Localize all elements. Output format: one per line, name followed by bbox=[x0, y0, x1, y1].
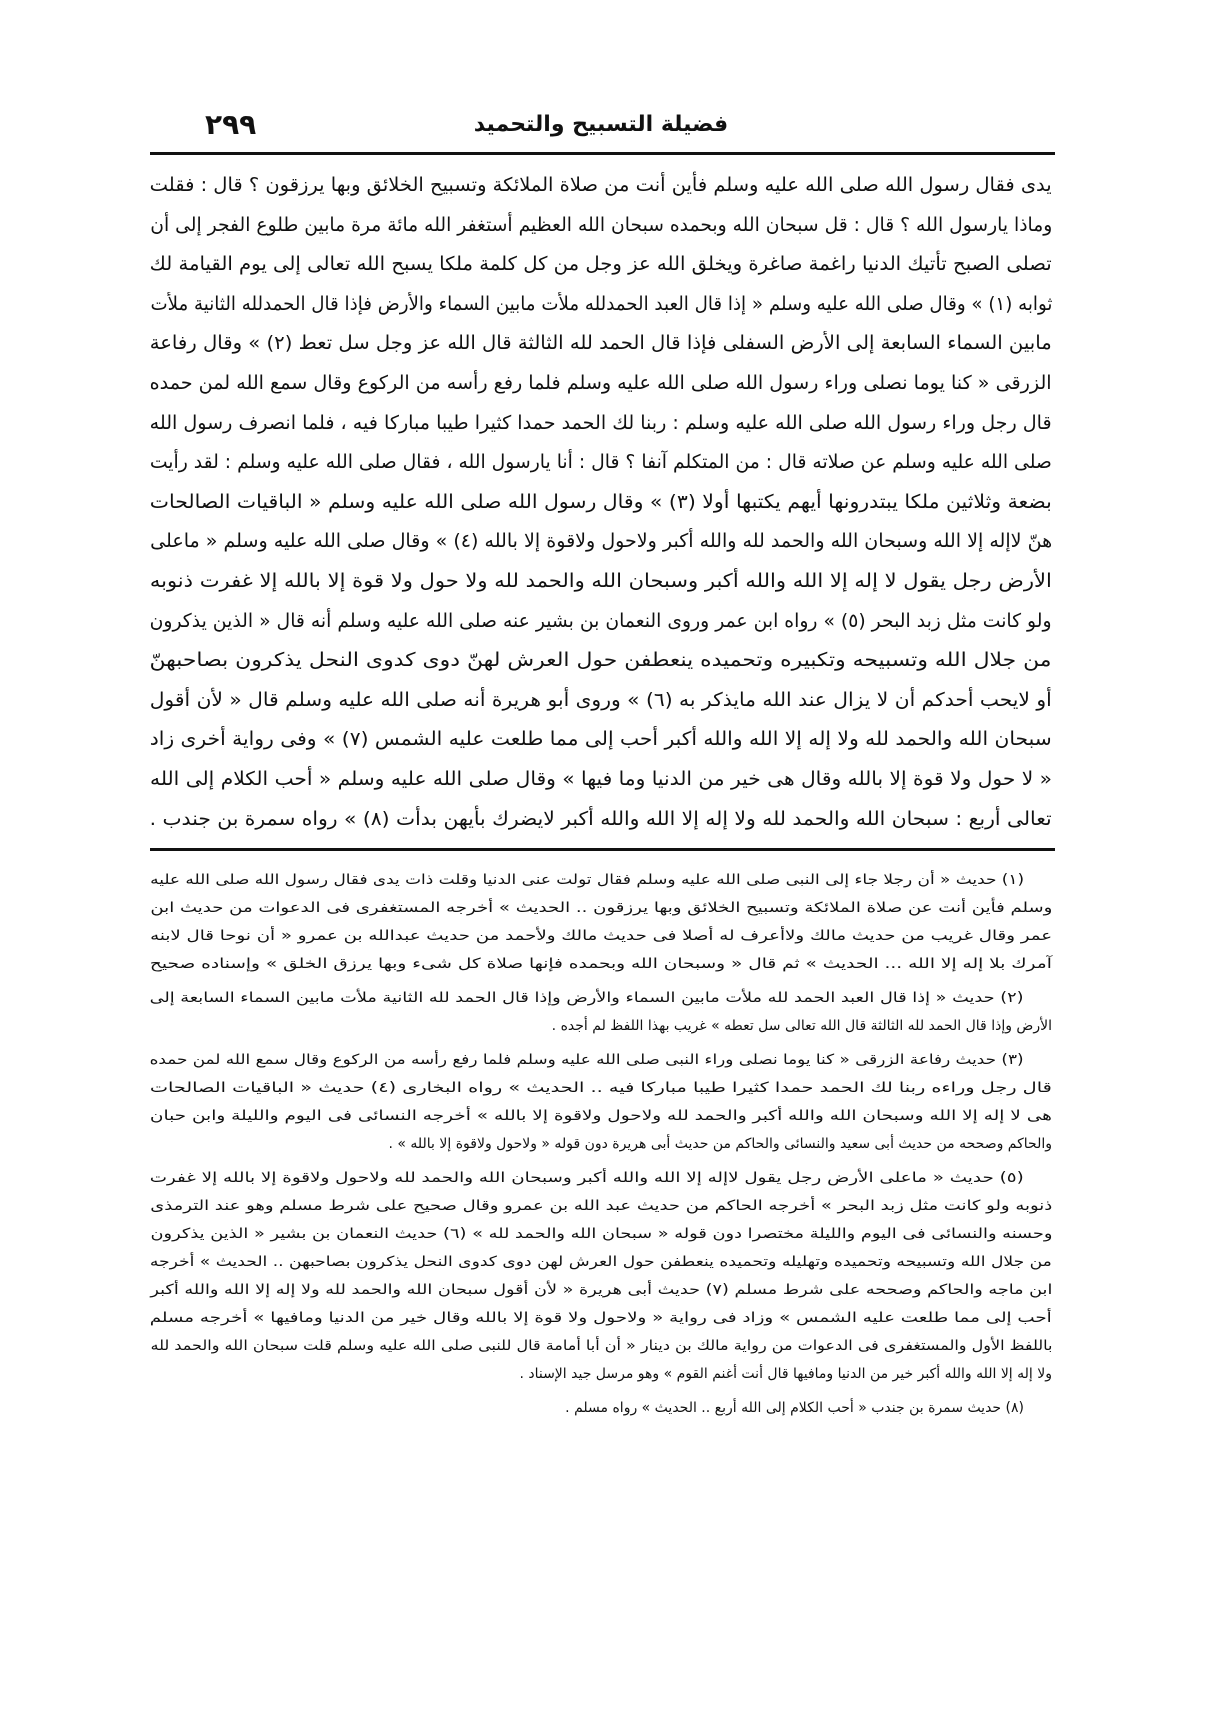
footnotes bbox=[150, 866, 1052, 1422]
footnote-line bbox=[150, 1332, 1052, 1360]
main-text-line bbox=[150, 800, 1052, 840]
main-text-line bbox=[150, 681, 1052, 721]
footnote-line-text: (٥) حديث « ماعلى الأرض رجل يقول لاإله إلا الله والله أكبر وسبحان الله والحمد لله ولاحول ولاقوة إلا بالله إلا غفرت bbox=[149, 1170, 1024, 1186]
main-text-line bbox=[150, 364, 1052, 404]
page-number: ٢٩٩ bbox=[205, 108, 257, 141]
footnote-line-text: (٣) حديث رفاعة الزرقى « كنا يوما نصلى وراء النبى صلى الله عليه وسلم فلما رفع رأسه من الركوع وقال سمع الله لمن حمده bbox=[149, 1052, 1024, 1068]
main-text-line-text: ثوابه (١) » وقال صلى الله عليه وسلم « إذا قال العبد الحمدلله ملأت مابين السماء والأرض فإذا قال الحمدلله الثانية ملأت bbox=[149, 292, 1052, 315]
main-text bbox=[150, 166, 1052, 839]
footnote-line bbox=[150, 1046, 1052, 1074]
footnote-line bbox=[150, 950, 1052, 978]
footnote-line-text: والحاكم وصححه من حديث أبى سعيد والنسائى والحاكم من حديث أبى هريرة دون قوله « ولاحول ولاقوة إلا بالله » . bbox=[388, 1136, 1052, 1152]
main-text-line bbox=[150, 483, 1052, 523]
main-text-line-text: سبحان الله والحمد لله ولا إله إلا الله والله أكبر أحب إلى مما طلعت عليه الشمس (٧) » وفى رواية أخرى زاد bbox=[150, 728, 1052, 751]
footnote-line-text: من جلال الله وتسبيحه وتحميده وتهليله وتحميده ينعطفن حول العرش لهن دوى كدوى النحل يذكرون بصاحبهن .. الحديث » أخرجه bbox=[149, 1254, 1052, 1270]
footnote-line-text: باللفظ الأول والمستغفرى فى الدعوات من رواية مالك بن دينار « أن أبا أمامة قال للنبى صلى الله عليه وسلم قلت سبحان الله والحمد لله bbox=[150, 1338, 1052, 1354]
main-text-line bbox=[150, 562, 1052, 602]
main-text-line-text: الزرقى « كنا يوما نصلى وراء رسول الله صلى الله عليه وسلم فلما رفع رأسه من الركوع وقال سمع الله لمن حمده bbox=[150, 371, 1052, 394]
footnote-line bbox=[150, 894, 1052, 922]
footnote-line-text: عمر وقال غريب من حديث مالك ولاأعرف له أصلا فى حديث مالك ولأحمد من حديث عبدالله بن عمرو « أن نوحا قال لابنه bbox=[149, 928, 1052, 944]
main-text-line-text: الأرض رجل يقول لا إله إلا الله والله أكبر وسبحان الله والحمد لله ولا حول ولا قوة إلا بالله إلا غفرت ذنوبه bbox=[150, 569, 1052, 592]
footnote-line-text: أحب إلى مما طلعت عليه الشمس » وزاد فى رواية « ولاحول ولا قوة إلا بالله وقال خير من الدنيا ومافيها » أخرجه مسلم bbox=[149, 1310, 1052, 1326]
main-text-line-text: « لا حول ولا قوة إلا بالله وقال هى خير من الدنيا وما فيها » وقال صلى الله عليه وسلم « أحب الكلام إلى الله bbox=[149, 767, 1052, 790]
footnote-line-text: (٨) حديث سمرة بن جندب « أحب الكلام إلى الله أربع .. الحديث » رواه مسلم . bbox=[565, 1400, 1024, 1416]
footnote-rule bbox=[150, 848, 1055, 851]
running-title: فضيلة التسبيح والتحميد bbox=[473, 112, 729, 137]
footnote-line bbox=[150, 1276, 1052, 1304]
main-text-line-text: أو لايحب أحدكم أن لا يزال عند الله مايذكر به (٦) » وروى أبو هريرة أنه صلى الله عليه وسلم قال « لأن أقول bbox=[149, 688, 1052, 711]
main-text-line-text: وماذا يارسول الله ؟ قال : قل سبحان الله وبحمده سبحان الله العظيم أستغفر الله مائة مرة مابين طلوع الفجر إلى أن bbox=[149, 213, 1052, 236]
main-text-line-text: بضعة وثلاثين ملكا يبتدرونها أيهم يكتبها أولا (٣) » وقال رسول الله صلى الله عليه وسلم « الباقيات الصالحات bbox=[150, 490, 1052, 513]
footnote-line bbox=[150, 1012, 1052, 1040]
main-text-line bbox=[150, 720, 1052, 760]
footnote-line-text: (٢) حديث « إذا قال العبد الحمد لله ملأت مابين السماء والأرض وإذا قال الحمد لله الثانية ملأت مابين السماء السابعة إلى bbox=[150, 990, 1024, 1006]
footnote-line bbox=[150, 1360, 1052, 1388]
footnote-line-text: وسلم فأين أنت عن صلاة الملائكة وتسبيح الخلائق وبها يرزقون .. الحديث » أخرجه المستغفرى فى الدعوات من حديث ابن bbox=[149, 900, 1052, 916]
footnote-line bbox=[150, 984, 1052, 1012]
footnote-line bbox=[150, 922, 1052, 950]
footnote-line bbox=[150, 1220, 1052, 1248]
main-text-line-text: هنّ لاإله إلا الله وسبحان الله والحمد لله والله أكبر ولاحول ولاقوة إلا بالله (٤) » وقال صلى الله عليه وسلم « ماعلى bbox=[149, 530, 1052, 553]
page-header bbox=[150, 108, 1052, 148]
footnote-line bbox=[150, 1074, 1052, 1102]
main-text-line-text: يدى فقال رسول الله صلى الله عليه وسلم فأين أنت من صلاة الملائكة وتسبيح الخلائق وبها يرزقون ؟ قال : فقلت bbox=[149, 174, 1052, 196]
main-text-line-text: تصلى الصبح تأتيك الدنيا راغمة صاغرة ويخلق الله عز وجل من كل كلمة ملكا يسبح الله تعالى إلى يوم القيامة لك bbox=[149, 253, 1052, 276]
footnote-line-text: آمرك بلا إله إلا الله ... الحديث » ثم قال « وسبحان الله وبحمده فإنها صلاة كل شىء وبها يرزق الخلق » وإسناده صحيح bbox=[150, 956, 1052, 972]
footnote-line-text: هى لا إله إلا الله وسبحان الله والله أكبر والحمد لله ولاحول ولاقوة إلا بالله » أخرجه النسائى فى اليوم والليلة وابن حبان bbox=[149, 1108, 1052, 1124]
footnote-line bbox=[150, 1304, 1052, 1332]
footnote-line bbox=[150, 1192, 1052, 1220]
main-text-line-text: ولو كانت مثل زبد البحر (٥) » رواه ابن عمر وروى النعمان بن بشير عنه صلى الله عليه وسلم أنه قال « الذين يذكرون bbox=[150, 609, 1052, 632]
footnote-line-text: الأرض وإذا قال الحمد لله الثالثة قال الله تعالى سل تعطه » غريب بهذا اللفظ لم أجده . bbox=[551, 1018, 1052, 1034]
main-text-line bbox=[150, 206, 1052, 246]
footnote-line bbox=[150, 866, 1052, 894]
footnote-line-text: (١) حديث « أن رجلا جاء إلى النبى صلى الله عليه وسلم فقال تولت عنى الدنيا وقلت ذات يدى فقال رسول الله صلى الله عليه bbox=[150, 872, 1024, 888]
main-text-line bbox=[150, 522, 1052, 562]
main-text-line bbox=[150, 324, 1052, 364]
footnote-line bbox=[150, 1102, 1052, 1130]
footnote-line bbox=[150, 1130, 1052, 1158]
footnote-line bbox=[150, 1164, 1052, 1192]
main-text-line bbox=[150, 404, 1052, 444]
main-text-line-text: تعالى أربع : سبحان الله والحمد لله ولا إله إلا الله والله أكبر لايضرك بأيهن بدأت (٨) » رواه سمرة بن جندب . bbox=[149, 807, 1052, 830]
footnote-line-text: ولا إله إلا الله والله أكبر خير من الدنيا ومافيها قال أنت أغنم القوم » وهو مرسل جيد الإسناد . bbox=[519, 1366, 1052, 1382]
main-text-line-text: قال رجل وراء رسول الله صلى الله عليه وسلم : ربنا لك الحمد حمدا كثيرا طيبا مباركا فيه ، فلما انصرف رسول الله bbox=[149, 411, 1052, 434]
main-text-line bbox=[150, 602, 1052, 642]
main-text-line bbox=[150, 760, 1052, 800]
main-text-line-text: مابين السماء السابعة إلى الأرض السفلى فإذا قال الحمد لله الثالثة قال الله عز وجل سل تعط (٢) » وقال رفاعة bbox=[149, 332, 1053, 355]
footnote-line-text: ابن ماجه والحاكم وصححه على شرط مسلم (٧) حديث أبى هريرة « لأن أقول سبحان الله والحمد لله ولا إله إلا الله والله أكبر bbox=[150, 1282, 1052, 1298]
footnote-line-text: ذنوبه ولو كانت مثل زبد البحر » أخرجه الحاكم من حديث عبد الله بن عمرو وقال صحيح على شرط مسلم وهو عند الترمذى bbox=[149, 1198, 1052, 1214]
main-text-line bbox=[150, 641, 1052, 681]
footnote-line bbox=[150, 1394, 1052, 1422]
main-text-line bbox=[150, 285, 1052, 325]
footnote-line-text: وحسنه والنسائى فى اليوم والليلة مختصرا دون قوله « سبحان الله والحمد لله » (٦) حديث النعمان بن بشير « الذين يذكرون bbox=[150, 1226, 1053, 1242]
main-text-line-text: صلى الله عليه وسلم عن صلاته قال : من المتكلم آنفا ؟ قال : أنا يارسول الله ، فقال صلى الله عليه وسلم : لقد رأيت bbox=[150, 451, 1052, 474]
footnote-line bbox=[150, 1248, 1052, 1276]
header-rule bbox=[150, 152, 1055, 155]
footnote-line-text: قال رجل وراءه ربنا لك الحمد حمدا كثيرا طيبا مباركا فيه .. الحديث » رواه البخارى (٤) حديث « الباقيات الصالحات bbox=[150, 1080, 1052, 1096]
main-text-line bbox=[150, 443, 1052, 483]
main-text-line bbox=[150, 245, 1052, 285]
main-text-line-text: من جلال الله وتسبيحه وتكبيره وتحميده ينعطفن حول العرش لهنّ دوى كدوى النحل يذكرون بصاحبهنّ bbox=[149, 649, 1052, 672]
main-text-line bbox=[150, 166, 1052, 206]
